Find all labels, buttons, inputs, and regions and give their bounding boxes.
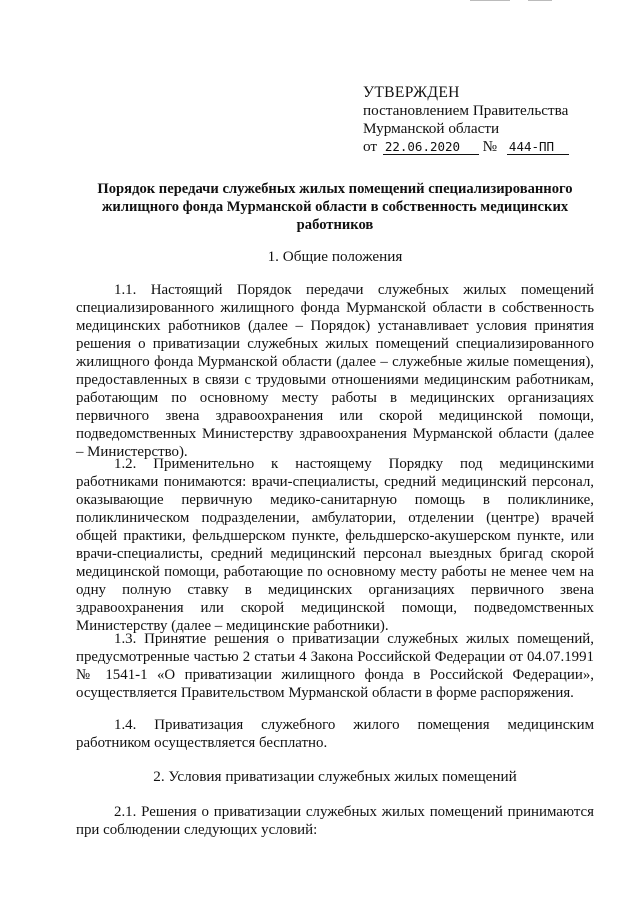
approval-number: 444-ПП: [507, 139, 569, 155]
number-label: №: [482, 138, 498, 155]
approval-date: 22.06.2020: [383, 139, 479, 155]
document-title: Порядок передачи служебных жилых помещений специализированного жилищного фонда Мурманской области в собственность медицинских работников: [97, 181, 573, 233]
paragraph-1-2: 1.2. Применительно к настоящему Порядку под медицинскими работниками понимаются: врачи-специалисты, средний медицинский персонал, оказывающие первичную медико-санитарную помощь в поликлинике, поликлиническом подразделении, амбулатории, отделении (центре) врачей общей практики, фельдшерском пункте, фельдшерско-акушерском пункте, или врачи-специалисты, средний медицинский персонал выездных бригад скорой медицинской помощи, работающие по основному месту работы не менее чем на одну полную ставку в медицинских организациях первичного звена здравоохранения или скорой медицинской помощи, подведомственных Министерству (далее – медицинские работники).: [76, 456, 594, 634]
approval-block: [363, 84, 569, 156]
from-label: от: [363, 138, 378, 155]
paragraph-1-3: 1.3. Принятие решения о приватизации служебных жилых помещений, предусмотренные частью 2 статьи 4 Закона Российской Федерации от 04.07.1991 № 1541-1 «О приватизации жилищного фонда в Российской Федерации», осуществляется Правительством Мурманской области в форме распоряжения.: [76, 631, 594, 701]
paragraph-1-4: 1.4. Приватизация служебного жилого помещения медицинским работником осуществляется бесплатно.: [76, 717, 594, 751]
scan-artifact: [528, 0, 552, 1]
paragraph-1-1: 1.1. Настоящий Порядок передачи служебных жилых помещений специализированного жилищного фонда Мурманской области в собственность медицинских работников (далее – Порядок) устанавливает условия принятия решения о приватизации служебных жилых помещений специализированного жилищного фонда Мурманской области (далее – служебные жилые помещения), предоставленных в связи с трудовыми отношениями медицинским работникам, работающим по основному месту работы в медицинских организациях первичного звена здравоохранения или скорой медицинской помощи, подведомственных Министерству здравоохранения Мурманской области (далее – Министерство).: [76, 282, 594, 460]
approval-heading: УТВЕРЖДЕН: [363, 84, 460, 101]
approval-date-line: [363, 138, 569, 156]
section-heading: 1. Общие положения: [267, 248, 403, 265]
section-heading: 2. Условия приватизации служебных жилых помещений: [153, 768, 517, 785]
scan-artifact: [470, 0, 510, 1]
approval-line: Мурманской области: [363, 120, 500, 137]
paragraph-2-1: 2.1. Решения о приватизации служебных жилых помещений принимаются при соблюдении следующих условий:: [76, 804, 594, 838]
approval-line: постановлением Правительства: [363, 102, 569, 119]
